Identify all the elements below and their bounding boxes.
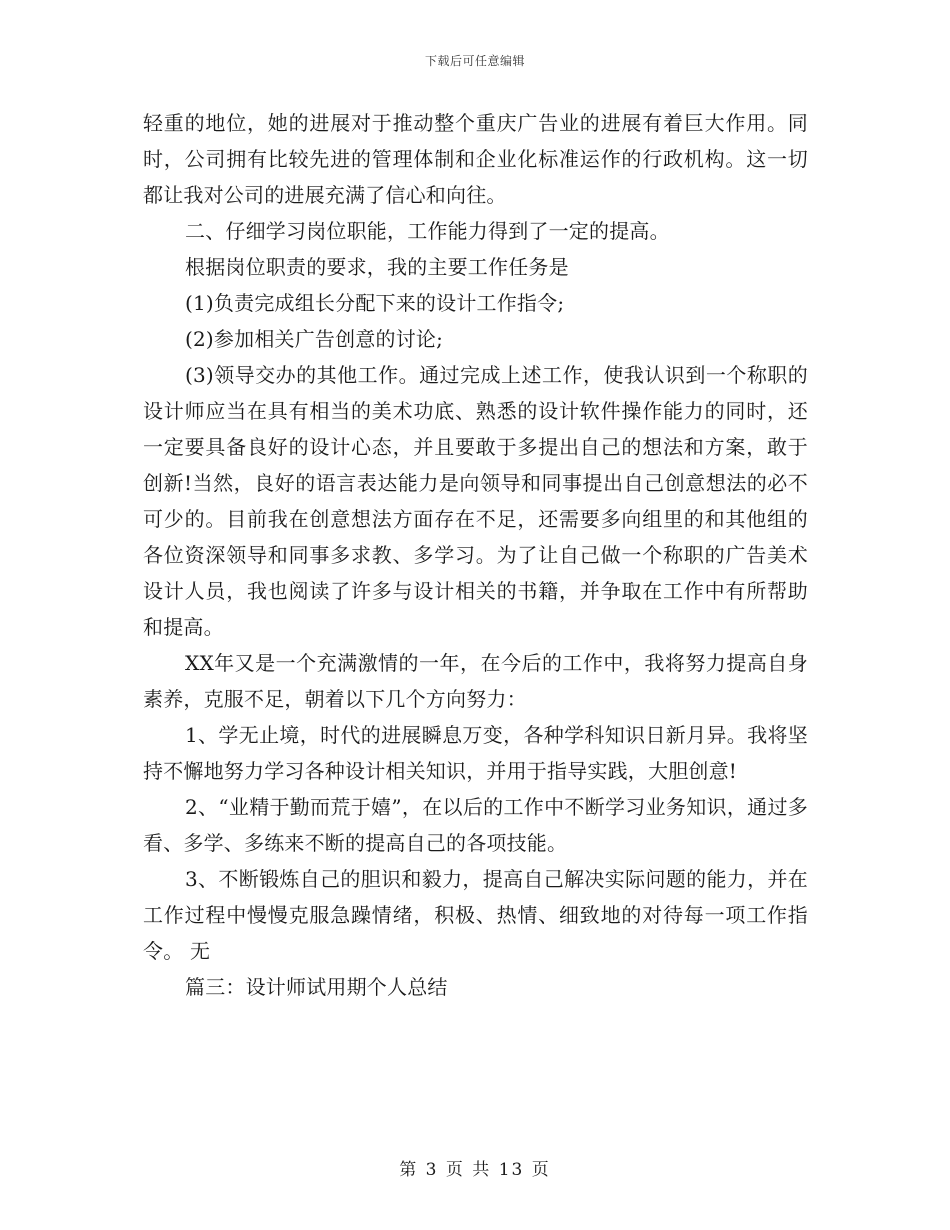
- document-body: [143, 105, 808, 1005]
- list-item-goal-2: 2、“业精于勤而荒于嬉”，在以后的工作中不断学习业务知识，通过多看、多学、多练来不断的提高自己的各项技能。: [143, 795, 808, 855]
- section-title-part-three: 篇三：设计师试用期个人总结: [185, 975, 448, 999]
- paragraph-duties-intro: 根据岗位职责的要求，我的主要工作任务是: [185, 255, 569, 279]
- paragraph-next-year: XX年又是一个充满激情的一年，在今后的工作中，我将努力提高自身素养，克服不足，朝着以下几个方向努力：: [143, 651, 808, 711]
- paragraph-intro-continuation: 轻重的地位，她的进展对于推动整个重庆广告业的进展有着巨大作用。同时，公司拥有比较先进的管理体制和企业化标准运作的行政机构。这一切都让我对公司的进展充满了信心和向往。: [143, 111, 808, 207]
- page-number-footer: 第 3 页 共 13 页: [399, 1160, 551, 1180]
- page-header: 下载后可任意编辑: [424, 54, 525, 68]
- section-heading-two: 二、仔细学习岗位职能，工作能力得到了一定的提高。: [185, 219, 670, 243]
- list-item-duty-2: (2)参加相关广告创意的讨论;: [185, 327, 444, 351]
- list-item-duty-1: (1)负责完成组长分配下来的设计工作指令;: [185, 291, 565, 315]
- list-item-goal-3: 3、不断锻炼自己的胆识和毅力，提高自己解决实际问题的能力，并在工作过程中慢慢克服急躁情绪，积极、热情、细致地的对待每一项工作指令。 无: [143, 867, 808, 963]
- list-item-duty-3: (3)领导交办的其他工作。通过完成上述工作，使我认识到一个称职的设计师应当在具有相当的美术功底、熟悉的设计软件操作能力的同时，还一定要具备良好的设计心态，并且要敢于多提出自己的想法和方案，敢于创新!当然，良好的语言表达能力是向领导和同事提出自己创意想法的必不可少的。目前我在创意想法方面存在不足，还需要多向组里的和其他组的各位资深领导和同事多求教、多学习。为了让自己做一个称职的广告美术设计人员，我也阅读了许多与设计相关的书籍，并争取在工作中有所帮助和提高。: [143, 363, 808, 639]
- list-item-goal-1: 1、学无止境，时代的进展瞬息万变，各种学科知识日新月异。我将坚持不懈地努力学习各种设计相关知识，并用于指导实践，大胆创意!: [143, 723, 808, 783]
